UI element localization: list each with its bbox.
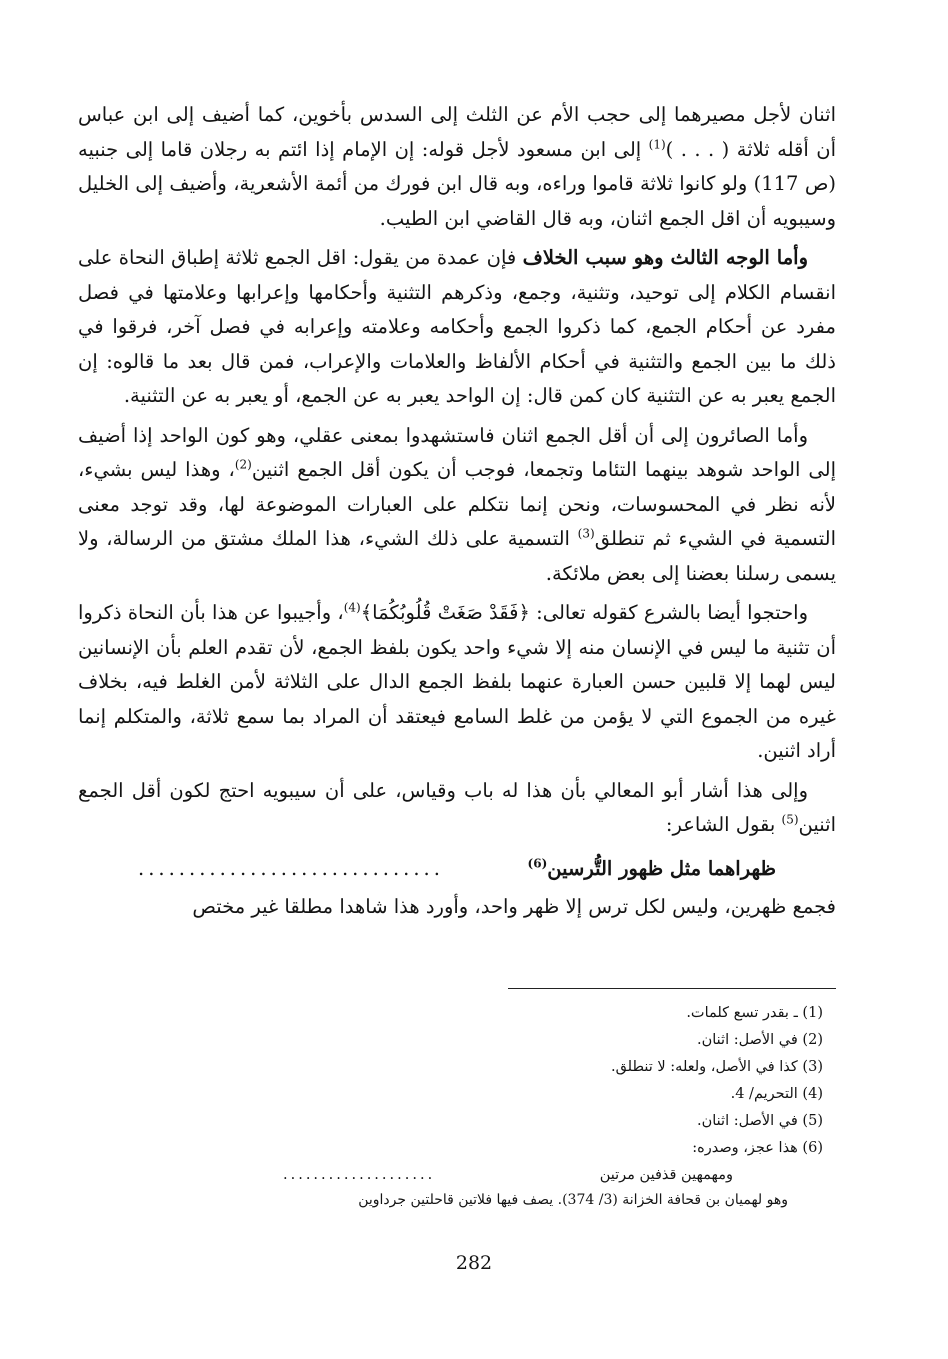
text: ، وهذا ليس بشيء، لأنه نظر في المحسوسات، ونحن إنما نتكلم على العبارات الموضوعة لها، وقد توجد معنى التسمية في الشيء ثم تنطلق [78,458,836,550]
bold-heading-text: وأما الوجه الثالث وهو سبب الخلاف [522,246,808,269]
footnote-3: (3) كذا في الأصل، ولعله: لا تنطلق. [610,1059,823,1075]
text: واحتجوا أيضا بالشرع كقوله تعالى: ﴿فَقَدْ صَغَتْ قُلُوبُكُمَا﴾ [360,601,809,624]
verse-hemistich [528,848,776,890]
text: وإلى هذا أشار أبو المعالي بأن هذا له باب وقياس، على أن سيبويه احتج لكون أقل الجمع اثنين [78,778,836,836]
poetry-verse [78,848,836,890]
last-line: فجمع ظهرين، وليس لكل ترس إلا ظهر واحد، وأورد هذا شاهدا مطلقا غير مختص [192,894,836,918]
verse-text: ظهراهما مثل ظهور التُّرسين [547,856,776,880]
page-number: 282 [455,1252,493,1274]
footnote-verse [263,1162,823,1186]
text: وأما الصائرون إلى أن أقل الجمع اثنان فاستشهدوا بمعنى عقلي، وهو كون الواحد إذا أضيف إلى الواحد شوهد بينهما التئاما وتجمعا، فوجب أن يكون أقل الجمع اثنين [78,423,837,481]
text: التسمية على ذلك الشيء، هذا الملك مشتق من الرسالة، ولا يسمى رسلنا بعضنا إلى بعض ملائكة. [78,527,836,585]
text: بقول الشاعر: [665,813,782,836]
footnote-ref-6: (6) [527,856,548,870]
footnote-4: (4) التحريم/ 4. [730,1086,823,1102]
paragraph-4 [78,596,836,769]
footnote-ref-5: (5) [781,812,799,827]
footnote-verse-text: ومهمهين قذفين مرتين [599,1167,733,1183]
footnotes [263,1000,823,1186]
paragraph-1 [78,98,836,236]
text: اثنان لأجل مصيرهما إلى حجب الأم عن الثلث إلى السدس بأخوين، كما أضيف إلى ابن عباس أن أقله ثلاثة ( . . . ) [78,103,836,161]
footnote-ref-3: (3) [577,526,595,541]
text: فإن عمدة من يقول: اقل الجمع ثلاثة إطباق النحاة على انقسام الكلام إلى توحيد، وتثنية، وجمع، وذكرهم التثنية وأحكامها وإعرابها وعلامتها في فصل مفرد عن أحكام الجمع، كما ذكروا الجمع وأحكامه وعلامته وإعرابه في فصل آخر، فرقوا في ذلك ما بين الجمع والتثنية في أحكام الألفاظ والعلامات والإعراب، فمن قال بعد ما قالوه: إن الجمع يعبر به عن التثنية كان كمن قال: إن الواحد يعبر به عن الجمع، أو يعبر به عن التثنية. [78,246,836,407]
main-text [78,98,836,929]
paragraph-3 [78,419,836,592]
footnote-verse-dots: .................... [283,1167,436,1183]
footnote-ref-4: (4) [343,600,361,615]
footnote-6: (6) هذا عجز، وصدره: [692,1140,823,1156]
verse-dots: .............................. [138,856,444,880]
footnote-source: وهو لهميان بن قحافة الخزانة (3/ 374). يصف فيها فلاتين قاحلتين جرداوين [358,1192,788,1208]
text: إلى ابن مسعود لأجل قوله: إن الإمام إذا ائتم به رجلان قاما إلى جنبيه (ص 117) ولو كانوا ثلاثة قاموا وراءه، وبه قال ابن فورك من أئمة الأشعرية، وأضيف إلى الخليل وسيبويه أن اقل الجمع اثنان، وبه قال القاضي ابن الطيب. [78,137,836,230]
footnote-ref-1: (1) [648,137,666,151]
footnote-1: (1) ـ بقدر تسع كلمات. [686,1005,823,1021]
footnote-5: (5) في الأصل: اثنان. [697,1113,823,1129]
footnote-ref-2: (2) [234,457,252,472]
footnote-2: (2) في الأصل: اثنان. [697,1032,823,1048]
text: ، وأجيبوا عن هذا بأن النحاة ذكروا أن تثنية ما ليس في الإنسان منه إلا شيء واحد يكون بلفظ الجمع، لأن تقدم العلم بأن الإنسانين ليس لهما إلا قلبين حسن العبارة عنهما بلفظ الجمع الدال على الثلاثة لأمن الغلط فيه، بخلاف غيره من الجموع التي لا يؤمن من غلط السامع فيعتقد أن المراد بما سمع ثلاثة، والمتكلم إنما أراد اثنين. [78,601,836,762]
paragraph-5 [78,774,836,843]
footnote-separator [508,988,836,989]
paragraph-2 [78,241,836,414]
